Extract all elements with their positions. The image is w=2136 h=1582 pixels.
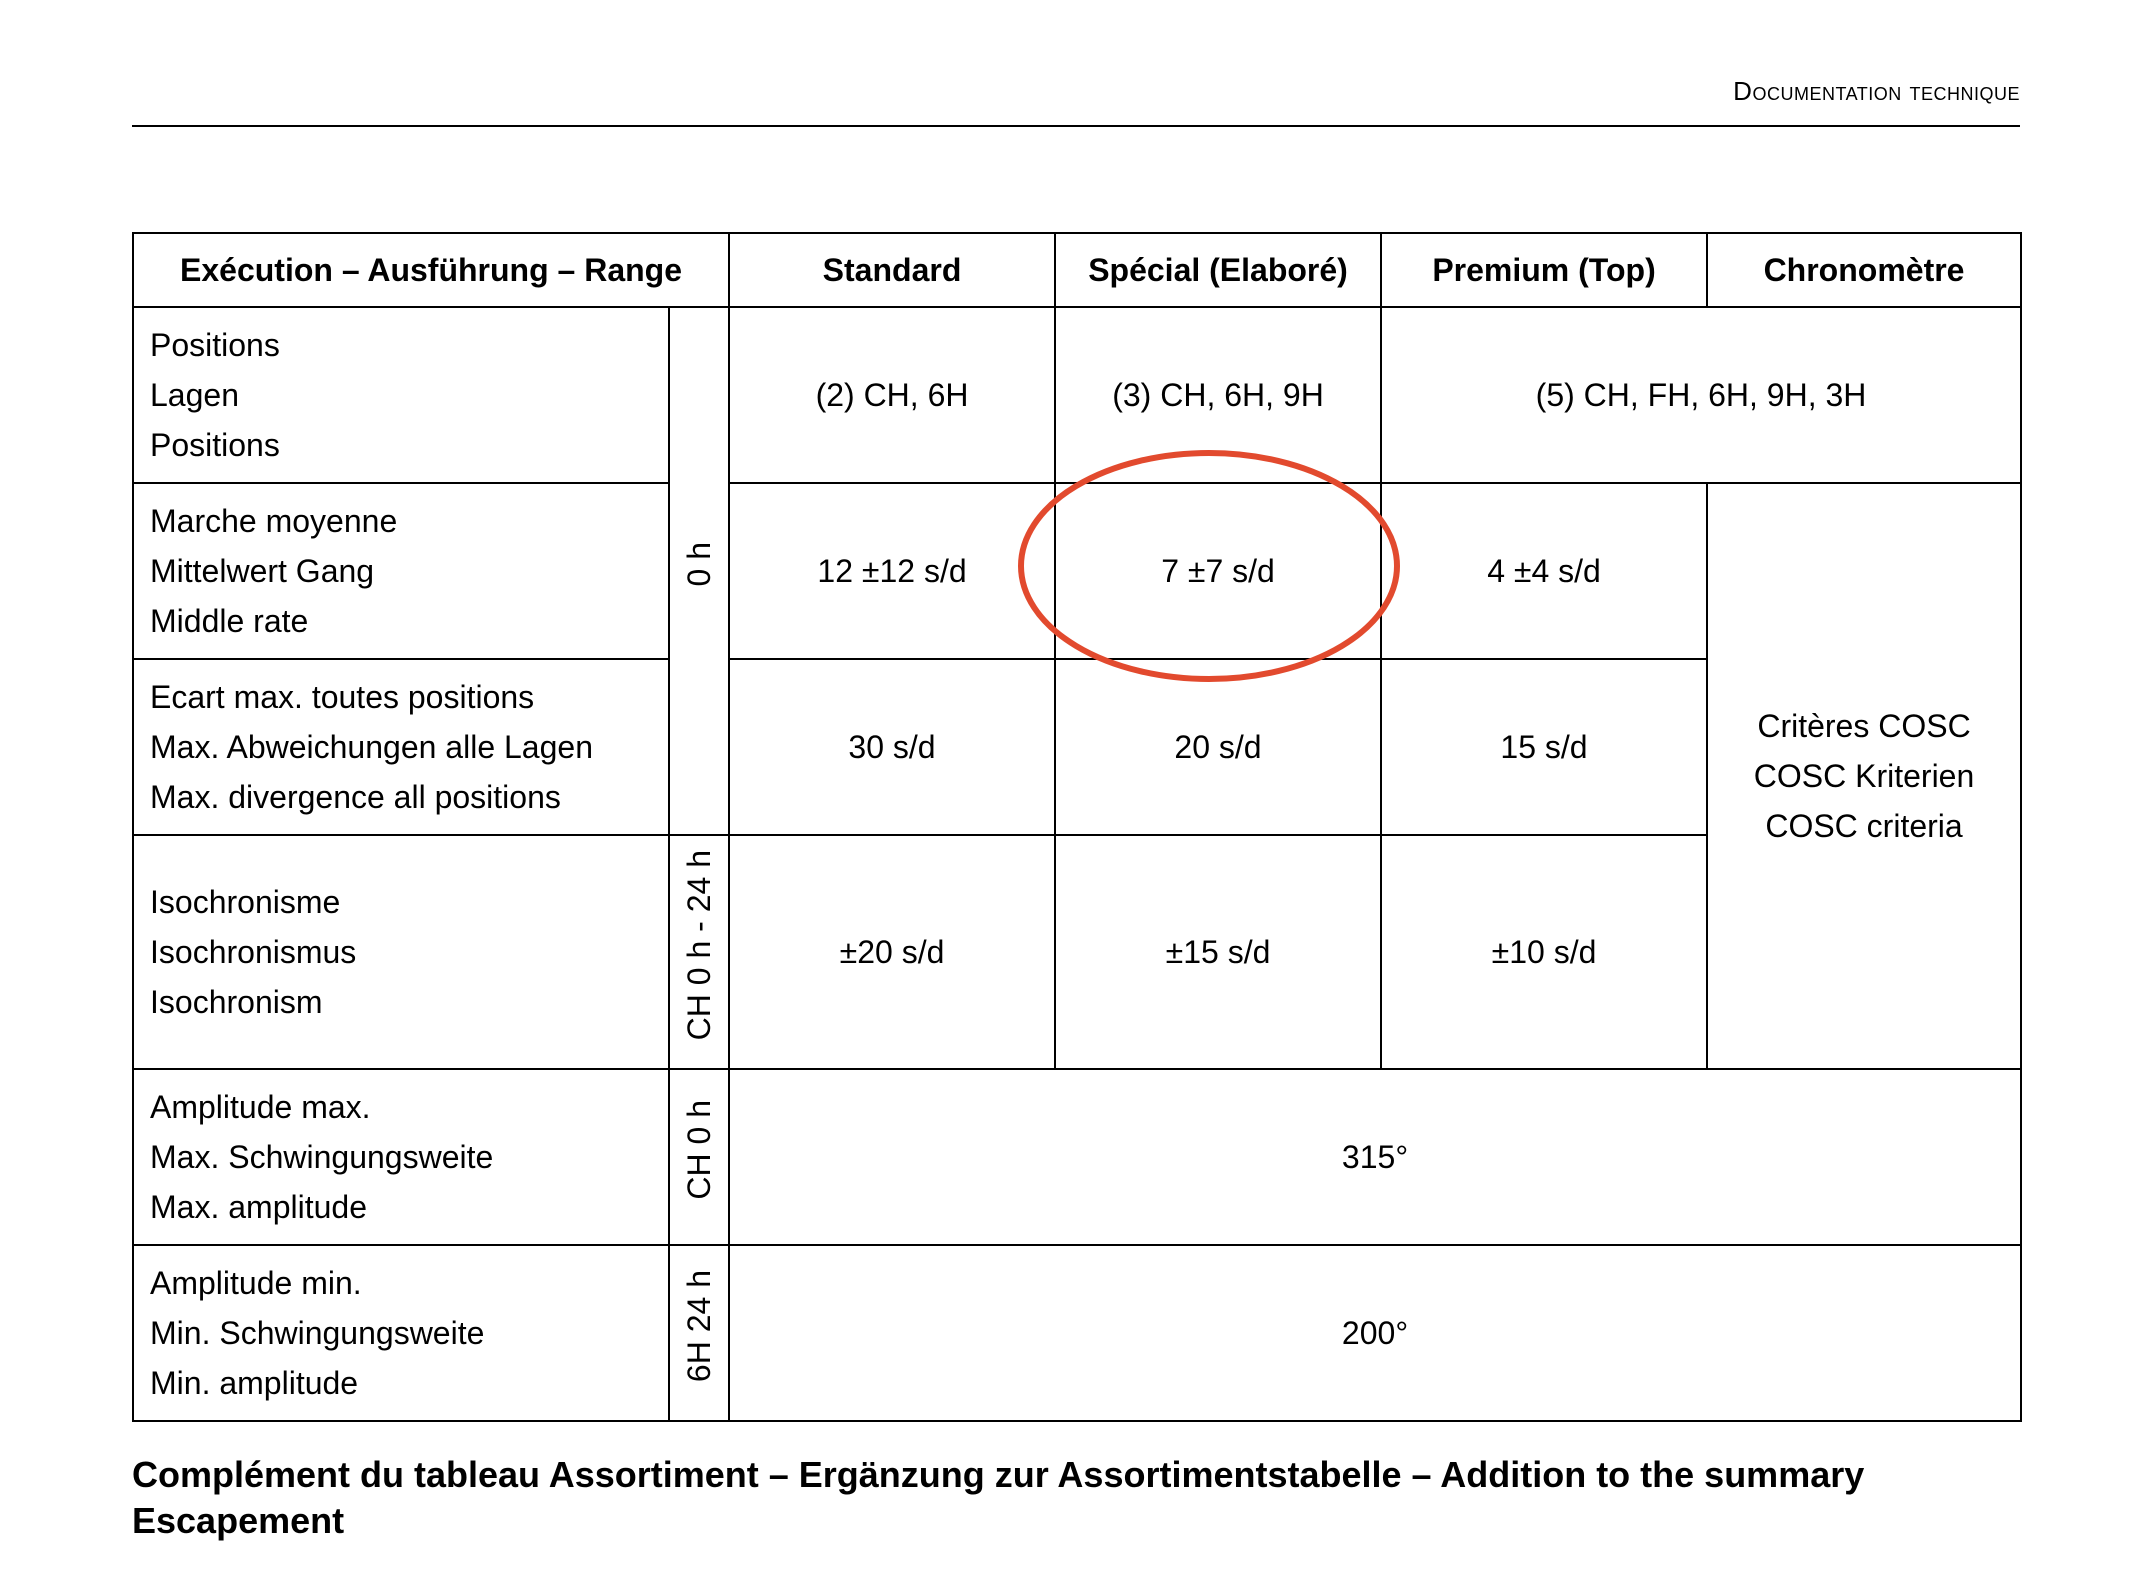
label-en: Isochronism [150, 984, 323, 1020]
table-caption [132, 1452, 2020, 1544]
label-fr: Amplitude max. [150, 1089, 371, 1125]
header-cell-chronometre: Chronomètre [1707, 233, 2021, 307]
header-cell-special: Spécial (Elaboré) [1055, 233, 1381, 307]
row-label-isochronism [133, 835, 669, 1069]
label-de: Min. Schwingungsweite [150, 1315, 485, 1351]
table-header-row [133, 233, 2021, 307]
label-de: Max. Abweichungen alle Lagen [150, 729, 593, 765]
cosc-de: COSC Kriterien [1753, 758, 1975, 794]
cell-positions-standard: (2) CH, 6H [729, 307, 1055, 483]
label-en: Max. divergence all positions [150, 779, 561, 815]
label-en: Positions [150, 427, 280, 463]
label-fr: Marche moyenne [150, 503, 398, 539]
label-en: Max. amplitude [150, 1189, 367, 1225]
cell-amplitude-max-value: 315° [729, 1069, 2021, 1245]
label-fr: Amplitude min. [150, 1265, 362, 1301]
cosc-en: COSC criteria [1765, 808, 1963, 844]
document-header-title: Documentation technique [1733, 76, 2020, 106]
cell-positions-special: (3) CH, 6H, 9H [1055, 307, 1381, 483]
label-fr: Isochronisme [150, 884, 341, 920]
cell-middle-rate-standard: 12 ±12 s/d [729, 483, 1055, 659]
cell-max-divergence-standard: 30 s/d [729, 659, 1055, 835]
row-label-max-divergence [133, 659, 669, 835]
label-de: Lagen [150, 377, 239, 413]
condition-label: 6H 24 h [681, 1269, 717, 1383]
cell-middle-rate-special: 7 ±7 s/d [1055, 483, 1381, 659]
cosc-fr: Critères COSC [1757, 708, 1971, 744]
caption-line-2: Escapement [132, 1500, 345, 1541]
label-en: Middle rate [150, 603, 309, 639]
condition-label: 0 h [681, 541, 717, 587]
header-cell-range: Exécution – Ausführung – Range [133, 233, 729, 307]
cell-cosc-criteria [1707, 483, 2021, 1069]
row-label-middle-rate [133, 483, 669, 659]
header-cell-premium: Premium (Top) [1381, 233, 1707, 307]
regulation-spec-table [132, 232, 2022, 1422]
condition-label: CH 0 h [681, 1100, 717, 1200]
table-row-amplitude-min [133, 1245, 2021, 1421]
cell-positions-premium-chronometre: (5) CH, FH, 6H, 9H, 3H [1381, 307, 2021, 483]
header-divider [132, 125, 2020, 127]
label-fr: Positions [150, 327, 280, 363]
label-de: Isochronismus [150, 934, 357, 970]
condition-cell-ch-0h [669, 1069, 729, 1245]
condition-cell-0h [669, 307, 729, 835]
caption-line-1: Complément du tableau Assortiment – Ergänzung zur Assortimentstabelle – Addition to the summary [132, 1454, 1865, 1495]
condition-cell-6h-24h [669, 1245, 729, 1421]
condition-label: CH 0 h - 24 h [681, 849, 717, 1041]
table-row-middle-rate [133, 483, 2021, 659]
cell-middle-rate-premium: 4 ±4 s/d [1381, 483, 1707, 659]
cell-isochronism-premium: ±10 s/d [1381, 835, 1707, 1069]
condition-cell-ch-0h-24h [669, 835, 729, 1069]
label-fr: Ecart max. toutes positions [150, 679, 535, 715]
row-label-positions [133, 307, 669, 483]
row-label-amplitude-max [133, 1069, 669, 1245]
table-row-amplitude-max [133, 1069, 2021, 1245]
label-de: Max. Schwingungsweite [150, 1139, 494, 1175]
row-label-amplitude-min [133, 1245, 669, 1421]
cell-isochronism-standard: ±20 s/d [729, 835, 1055, 1069]
label-en: Min. amplitude [150, 1365, 359, 1401]
label-de: Mittelwert Gang [150, 553, 375, 589]
header-cell-standard: Standard [729, 233, 1055, 307]
cell-max-divergence-special: 20 s/d [1055, 659, 1381, 835]
cell-isochronism-special: ±15 s/d [1055, 835, 1381, 1069]
cell-amplitude-min-value: 200° [729, 1245, 2021, 1421]
table-row-positions [133, 307, 2021, 483]
cell-max-divergence-premium: 15 s/d [1381, 659, 1707, 835]
